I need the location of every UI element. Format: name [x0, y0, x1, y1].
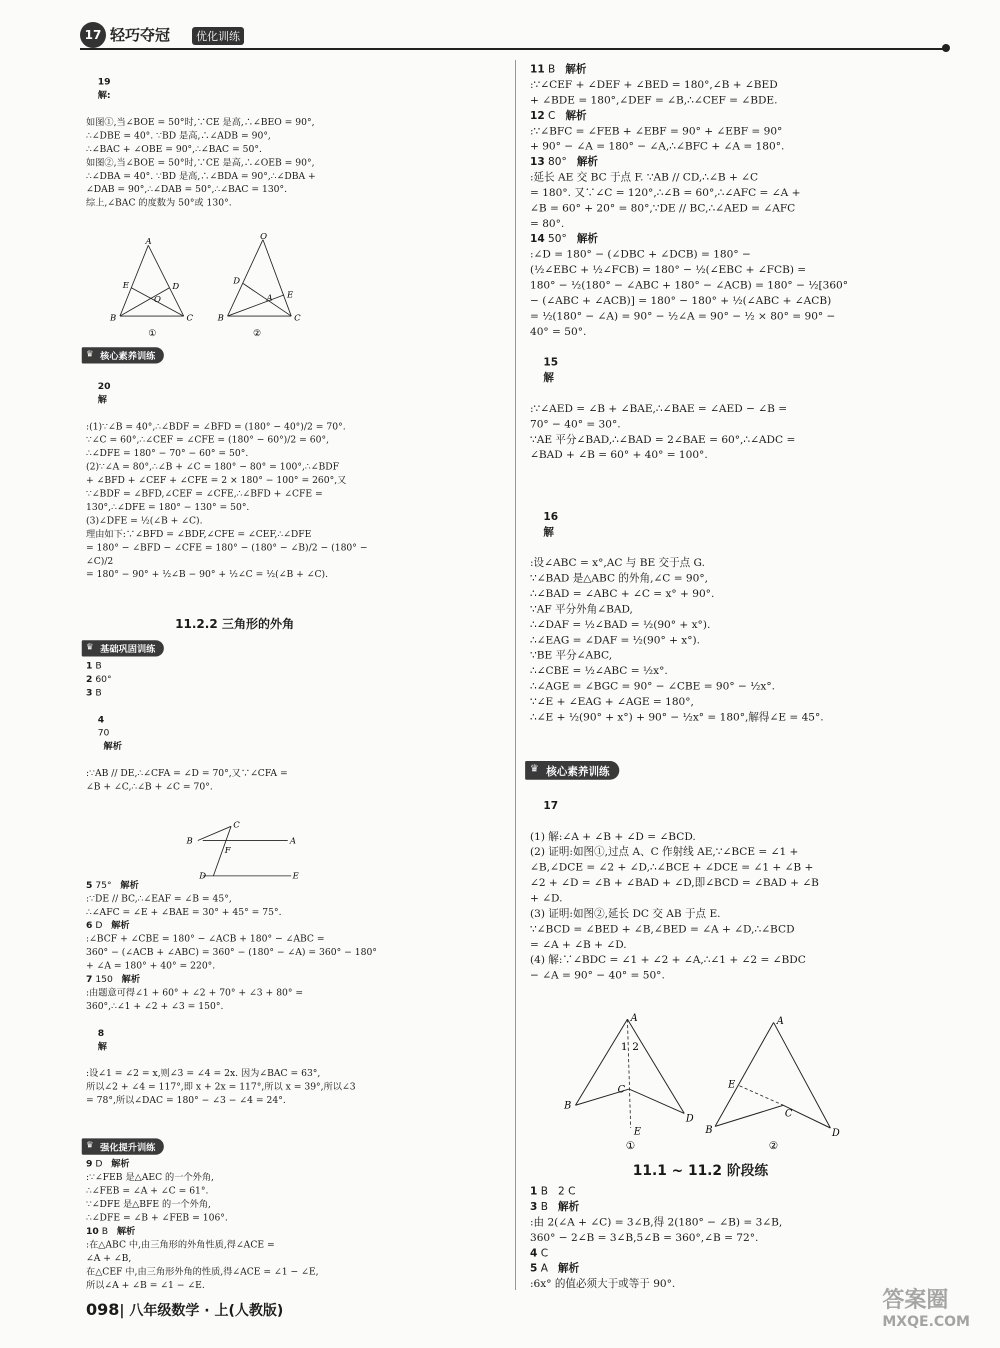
- item-number: 16: [543, 510, 559, 524]
- answer-line: :∵∠AED = ∠B + ∠BAE,∴∠BAE = ∠AED − ∠B =: [530, 402, 788, 416]
- answer-line: (3)∠DFE = ½(∠B + ∠C).: [86, 515, 203, 527]
- answer-line: :∵AB // DE,∴∠CFA = ∠D = 70°,又∵∠CFA =: [86, 768, 288, 779]
- answer-line: :∵∠BFC = ∠FEB + ∠EBF = 90° + ∠EBF = 90°: [530, 125, 783, 138]
- answer-line: ∵∠BAD 是△ABC 的外角,∠C = 90°,: [530, 572, 708, 585]
- answer-5: [86, 879, 383, 919]
- item-number: 8: [97, 1028, 105, 1039]
- item-answer: D: [95, 1158, 103, 1170]
- item-answer: 150: [95, 974, 113, 985]
- item-number: 14: [530, 233, 545, 246]
- fig17-1-label-b: B: [564, 1100, 572, 1112]
- section-bar-strong: [82, 1138, 164, 1154]
- brand-tag: 优化训练: [192, 27, 244, 45]
- item-number: 17: [543, 800, 559, 813]
- answer-line: + ∠A = 180° + 40° = 220°.: [86, 960, 216, 972]
- answer-20: [86, 366, 383, 608]
- fig17-2-label-b: B: [705, 1124, 713, 1136]
- answer-line: ∴∠EAG = ∠DAF = ½(90° + x°).: [530, 634, 700, 647]
- page-footer: 098| 八年级数学 · 上(人教版): [86, 1300, 284, 1319]
- answer-line: − ∠A = 90° − 40° = 50°.: [530, 969, 665, 982]
- answer-line: :∠D = 180° − (∠DBC + ∠DCB) = 180° −: [530, 248, 751, 261]
- answer-line: ∵AE 平分∠BAD,∴∠BAD = 2∠BAE = 60°,∴∠ADC =: [530, 433, 796, 447]
- fig17-1-angle-2: 2: [632, 1041, 640, 1054]
- figure-17-2: [704, 1016, 840, 1152]
- analysis-label: 解析: [103, 741, 122, 753]
- answer-line: (2) 证明:如图①,过点 A、C 作射线 AE,∵∠BCE = ∠1 +: [530, 846, 799, 859]
- fig19-2-label-e: E: [286, 290, 294, 301]
- answer-line: :延长 AE 交 BC 于点 F. ∵AB // CD,∴∠B + ∠C: [530, 171, 759, 184]
- answer-10: [86, 1225, 383, 1292]
- item-answer: 60°: [95, 674, 112, 685]
- figure-17-1: [563, 1013, 694, 1152]
- answer-line: ∠A + ∠B,: [86, 1253, 132, 1264]
- answer-line: ∠2 + ∠D = ∠B + ∠BAD + ∠D,即∠BCD = ∠BAD + ∠B: [530, 877, 819, 890]
- crown-icon: ♛: [86, 1139, 94, 1150]
- item-number: 5: [86, 880, 93, 891]
- watermark-main: 答案圈: [882, 1288, 949, 1313]
- answer-line: ∴∠BAC + ∠OBE = 90°,∴∠BAC = 50°.: [86, 144, 262, 155]
- answer-line: ∵AF 平分外角∠BAD,: [530, 603, 633, 616]
- answer-line: ∴∠FEB = ∠A + ∠C = 61°.: [86, 1185, 209, 1197]
- fig17-1-caption: ①: [625, 1140, 636, 1153]
- answer-17: [530, 783, 871, 1014]
- answer-line: ∴∠DBA = 40°. ∵BD 是高,∴∠BDA = 90°,∴∠DBA +: [86, 170, 316, 182]
- fig19-1-label-a: A: [145, 236, 152, 247]
- answer-line: = 180°. 又∵∠C = 120°,∴∠B = 60°,∴∠AFC = ∠A +: [530, 187, 801, 200]
- analysis-label: 解析: [116, 1226, 136, 1237]
- fig19-2-label-o: O: [260, 231, 268, 242]
- answer-line: ∴∠E + ½(90° + x°) + 90° − ½x° = 180°,解得∠E = 45°.: [530, 711, 824, 724]
- answer-label: 解: [543, 526, 554, 539]
- item-answer: B: [95, 660, 102, 672]
- watermark-sub: MXQE.COM: [882, 1314, 970, 1330]
- item-number: 2: [86, 674, 93, 685]
- answer-line: 所以∠2 + ∠4 = 117°,即 x + 2x = 117°,所以 x = 39°,所以∠3: [86, 1081, 356, 1093]
- section-title-stage: 11.1 ~ 11.2 阶段练: [632, 1162, 769, 1180]
- answer-line: :(1)∵∠B = 40°,∴∠BDF = ∠BFD = (180° − 40°)/2 = 70°.: [86, 421, 346, 433]
- item-answer: B: [540, 1185, 548, 1198]
- answer-line: ∠B,∠DCE = ∠2 + ∠D,∴∠BCE + ∠DCE = ∠1 + ∠B +: [530, 861, 814, 874]
- item-answer: 70: [97, 727, 110, 739]
- answer-line: 180° − ½(180° − ∠ABC + 180° − ∠ACB) = 180° − ½[360°: [530, 279, 849, 292]
- fig4-label-b: B: [186, 836, 193, 847]
- answer-2: [86, 673, 383, 686]
- answer-line: :∵DE // BC,∴∠EAF = ∠B = 45°,: [86, 893, 232, 905]
- answer-11: [530, 62, 871, 108]
- answer-line: :∵∠FEB 是△AEC 的一个外角,: [86, 1172, 214, 1184]
- answer-line: ∠BAD + ∠B = 60° + 40° = 100°.: [530, 449, 708, 462]
- fig19-2-label-b: B: [217, 313, 224, 324]
- section-title-11-2-2: 11.2.2 三角形的外角: [175, 617, 295, 632]
- fig17-1-label-a: A: [630, 1012, 638, 1024]
- answer-16: [530, 494, 871, 756]
- analysis-label: 解析: [576, 156, 598, 169]
- answer-line: + 90° − ∠A = 180° − ∠A,∴∠BFC + ∠A = 180°.: [530, 140, 785, 153]
- section-bar-label: 核心素养训练: [546, 765, 610, 779]
- answer-line: :6x° 的值必须大于或等于 90°.: [530, 1278, 676, 1291]
- item-number: 9: [86, 1158, 93, 1170]
- answer-line: ∵BE 平分∠ABC,: [530, 649, 613, 662]
- answer-line: (½∠EBC + ½∠FCB) = 180° − ½(∠EBC + ∠FCB) =: [530, 264, 807, 277]
- fig17-1-label-c: C: [617, 1084, 626, 1096]
- item-number: 13: [530, 156, 545, 169]
- fig4-label-f: F: [224, 846, 231, 857]
- answer-line: 130°,∴∠DFE = 180° − 130° = 50°.: [86, 502, 250, 513]
- answer-line: 40° = 50°.: [530, 325, 587, 339]
- answer-line: = 80°.: [530, 217, 565, 231]
- analysis-label: 解析: [111, 1158, 130, 1170]
- answer-5: [530, 1261, 871, 1292]
- fig17-1-label-d: D: [685, 1113, 694, 1125]
- item-number: 4: [530, 1247, 538, 1260]
- fig4-label-a: A: [289, 836, 296, 847]
- answer-line: :设∠ABC = x°,AC 与 BE 交于点 G.: [530, 557, 705, 570]
- answer-line: :∵∠CEF + ∠DEF + ∠BED = 180°,∠B + ∠BED: [530, 79, 778, 92]
- answer-12: [530, 108, 871, 154]
- figure-4: [86, 820, 383, 882]
- fig19-1-label-b: B: [110, 313, 117, 324]
- answer-line: ∴∠AGE = ∠BGC = 90° − ∠CBE = 90° − ½x°.: [530, 680, 775, 693]
- item-answer: C: [540, 1247, 549, 1260]
- crown-icon: ♛: [86, 641, 94, 652]
- answer-9: [86, 1158, 383, 1225]
- item-number: 7: [86, 974, 93, 985]
- fig19-2-caption: ②: [253, 327, 262, 339]
- answer-line: 70° − 40° = 30°.: [530, 418, 621, 431]
- watermark: [882, 1283, 970, 1330]
- item-number: 10: [86, 1226, 99, 1237]
- item-answer: 50°: [548, 233, 567, 246]
- figure-19-2: [217, 232, 301, 339]
- answer-line: + ∠D.: [530, 892, 563, 905]
- item-number: 15: [543, 356, 559, 369]
- fig19-2-label-a: A: [266, 293, 273, 304]
- answer-line: 所以∠A + ∠B = ∠1 − ∠E.: [86, 1279, 205, 1291]
- section-bar-core: [82, 347, 164, 363]
- answer-line: ∵∠DFE 是△BFE 的一个外角,: [86, 1199, 211, 1210]
- fig17-1-angle-1: 1: [620, 1041, 628, 1054]
- answer-6: [86, 919, 383, 973]
- item-answer: B: [548, 63, 556, 76]
- fig17-2-label-c: C: [784, 1108, 793, 1120]
- answer-line: :由 2(∠A + ∠C) = 3∠B,得 2(180° − ∠B) = 3∠B,: [530, 1216, 783, 1229]
- analysis-label: 解析: [558, 1262, 580, 1275]
- analysis-label: 解析: [121, 974, 141, 985]
- answer-line: 如图①,当∠BOE = 50°时,∵CE 是高,∴∠BEO = 90°,: [86, 117, 315, 128]
- answer-line: ∵∠C = 60°,∴∠CEF = ∠CFE = (180° − 60°)/2 = 60°,: [86, 434, 330, 446]
- answer-line: ∵∠BCD = ∠BED + ∠B,∠BED = ∠A + ∠D,∴∠BCD: [530, 923, 795, 936]
- item-answer: B: [101, 1226, 109, 1237]
- item-answer: C: [548, 109, 556, 123]
- item-answer: D: [95, 920, 103, 932]
- answer-line: − (∠ABC + ∠ACB)] = 180° − 180° + ½(∠ABC + ∠ACB): [530, 295, 832, 308]
- item-answer: 75°: [95, 880, 112, 891]
- figure-19: [86, 231, 383, 343]
- fig17-2-caption: ②: [768, 1140, 779, 1153]
- answer-line: 理由如下:∵∠BFD = ∠BDF,∠CFE = ∠CEF,∴∠DFE: [86, 529, 312, 540]
- section-bar-label: 强化提升训练: [100, 1142, 156, 1154]
- analysis-label: 解析: [576, 233, 598, 246]
- item-extra: 2 C: [558, 1185, 576, 1198]
- item-number: 5: [530, 1262, 538, 1275]
- answer-line: ∴∠DBE = 40°. ∵BD 是高,∴∠ADB = 90°,: [86, 130, 271, 142]
- answer-19: 19 解: 如图①,当∠BOE = 50°时,∵CE 是高,∴∠BEO = 90°, ∴∠DBE = 40°. ∵BD 是高,∴∠ADB = 90°, ∴∠BAC + ∠OBE = 90°,∴∠BAC = 50°. 如图②,当∠BOE = 50°时,∵CE 是高,∴∠OEB = 90°, ∴∠DBA = 40°. ∵BD 是高,∴∠BDA = 90°,∴∠DBA + ∠DAB = 90°,∴∠DAB = 50°,∴∠BAC = 130°. 综上,∠BAC 的度数为 50°或 130°.: [86, 62, 383, 237]
- answer-label: 解: [97, 90, 107, 101]
- item-answer: 80°: [548, 156, 567, 169]
- analysis-label: 解析: [111, 920, 130, 932]
- fig4-label-d: D: [199, 871, 207, 882]
- answer-line: = 180° − 90° + ½∠B − 90° + ½∠C = ½(∠B + ∠C).: [86, 569, 329, 581]
- answer-line: ∵∠E + ∠EAG + ∠AGE = 180°,: [530, 696, 694, 709]
- answer-line: = 180° − ∠BFD − ∠CFE = 180° − (180° − ∠B)/2 − (180° − ∠C)/2: [86, 542, 371, 567]
- section-bar-basic: [82, 640, 164, 656]
- fig17-2-label-d: D: [832, 1128, 840, 1140]
- answer-line: ∴∠DFE = 180° − 70° − 60° = 50°.: [86, 448, 249, 460]
- answer-line: = ½(180° − ∠A) = 90° − ½∠A = 90° − ½ × 80° = 90° −: [530, 310, 836, 323]
- left-column: [86, 62, 383, 1292]
- answer-4: [86, 700, 383, 821]
- fig19-2-label-d: D: [233, 276, 241, 287]
- answer-line: 如图②,当∠BOE = 50°时,∵CE 是高,∴∠OEB = 90°,: [86, 157, 315, 169]
- fig19-1-label-d: D: [172, 282, 180, 293]
- analysis-label: 解析: [120, 880, 139, 891]
- answer-14: [530, 232, 871, 340]
- answer-line: + ∠BFD + ∠CEF + ∠CFE = 2 × 180° − 100° = 260°,又: [86, 475, 347, 486]
- answer-13: [530, 155, 871, 232]
- fig17-2-label-e: E: [728, 1079, 736, 1091]
- section-bar-label: 基础巩固训练: [100, 644, 156, 656]
- answer-line: 在△CEF 中,由三角形外角的性质,得∠ACE = ∠1 − ∠E,: [86, 1266, 319, 1278]
- answer-line: (2)∵∠A = 80°,∴∠B + ∠C = 180° − 80° = 100°,∴∠BDF: [86, 461, 339, 473]
- item-number: 20: [97, 381, 111, 392]
- figure-17-svg: [530, 1014, 871, 1152]
- item-answer: B: [540, 1201, 548, 1214]
- figure-17: [530, 1014, 871, 1152]
- analysis-label: 解析: [558, 1201, 580, 1214]
- answer-4: [530, 1246, 871, 1261]
- answer-7: [86, 973, 383, 1013]
- fig19-1-label-c: C: [186, 313, 193, 324]
- fig4-label-e: E: [292, 871, 299, 882]
- item-number: 3: [86, 687, 93, 699]
- item-number: 3: [530, 1201, 538, 1214]
- analysis-label: 解析: [565, 109, 587, 123]
- fig19-1-caption: ①: [148, 327, 157, 339]
- answer-8: [86, 1013, 383, 1134]
- answer-line: ∵∠BDF = ∠BFD,∠CEF = ∠CFE,∴∠BFD + ∠CFE =: [86, 488, 323, 500]
- answer-line: ∠B = 60° + 20° = 80°,∵DE // BC,∴∠AED = ∠AFC: [530, 202, 796, 215]
- answer-label: 解: [97, 1041, 107, 1053]
- answer-line: ∴∠BAD = ∠ABC + ∠C = x° + 90°.: [530, 588, 715, 601]
- crown-icon: ♛: [86, 348, 94, 359]
- answer-3: [530, 1199, 871, 1245]
- fig19-1-label-e: E: [122, 280, 130, 291]
- answer-line: (4) 解:∵∠BDC = ∠1 + ∠2 + ∠A,∴∠1 + ∠2 = ∠BDC: [530, 954, 806, 967]
- item-number: 19: [97, 76, 111, 88]
- answer-label: 解: [543, 372, 554, 385]
- item-answer: B: [95, 687, 102, 699]
- item-number: 4: [97, 714, 105, 726]
- answer-line: = ∠A + ∠B + ∠D.: [530, 938, 627, 952]
- figure-4-svg: [86, 820, 299, 882]
- answer-line: :∠BCF + ∠CBE = 180° − ∠ACB + 180° − ∠ABC =: [86, 933, 325, 945]
- answer-line: = 78°,所以∠DAC = 180° − ∠3 − ∠4 = 24°.: [86, 1095, 286, 1106]
- answer-line: (1) 解:∠A + ∠B + ∠D = ∠BCD.: [530, 830, 696, 844]
- section-bar-core-2: [525, 761, 619, 780]
- fig17-2-label-a: A: [776, 1016, 784, 1028]
- item-answer: A: [540, 1262, 548, 1275]
- item-number: 6: [86, 920, 93, 932]
- answer-line: + ∠BDE = 180°,∠DEF = ∠B,∴∠CEF = ∠BDE.: [530, 94, 778, 107]
- answer-line: ∠DAB = 90°,∴∠DAB = 50°,∴∠BAC = 130°.: [86, 184, 288, 196]
- item-number: 1: [530, 1185, 538, 1198]
- right-column: [530, 62, 871, 1292]
- item-number: 12: [530, 109, 545, 123]
- item-number: 11: [530, 63, 545, 76]
- answer-line: ∠B + ∠C,∴∠B + ∠C = 70°.: [86, 781, 213, 793]
- brand-name: 轻巧夺冠: [110, 26, 171, 44]
- item-number: 1: [86, 660, 93, 672]
- answer-line: (3) 证明:如图②,延长 DC 交 AB 于点 E.: [530, 907, 721, 921]
- answer-line: 综上,∠BAC 的度数为 50°或 130°.: [86, 197, 232, 209]
- page-number: 098: [86, 1300, 120, 1319]
- answer-line: ∴∠AFC = ∠E + ∠BAE = 30° + 45° = 75°.: [86, 907, 282, 918]
- answer-15: [530, 340, 871, 494]
- answer-line: :在△ABC 中,由三角形的外角性质,得∠ACE =: [86, 1239, 275, 1251]
- answer-line: 360° − 2∠B = 3∠B,5∠B = 360°,∠B = 72°.: [530, 1231, 759, 1245]
- fig19-2-label-c: C: [294, 313, 301, 324]
- analysis-label: 解析: [565, 63, 587, 76]
- answer-label: 解: [97, 394, 107, 406]
- figure-19-1: [109, 237, 193, 339]
- answer-line: :由题意可得∠1 + 60° + ∠2 + 70° + ∠3 + 80° =: [86, 987, 304, 999]
- fig4-label-c: C: [233, 820, 240, 831]
- fig19-1-label-o: O: [153, 294, 161, 305]
- fig17-1-label-e: E: [633, 1126, 642, 1138]
- answer-line: ∴∠DAF = ½∠BAD = ½(90° + x°).: [530, 618, 711, 632]
- answer-line: 360°,∴∠1 + ∠2 + ∠3 = 150°.: [86, 1001, 224, 1012]
- crown-icon: ♛: [530, 762, 539, 775]
- answer-line: ∴∠DFE = ∠B + ∠FEB = 106°.: [86, 1212, 228, 1224]
- answer-1: [86, 659, 383, 672]
- header-rule: [80, 48, 945, 50]
- footer-text: 八年级数学 · 上(人教版): [129, 1303, 284, 1319]
- page-header: [80, 22, 950, 52]
- answer-1: [530, 1184, 871, 1199]
- section-bar-label: 核心素养训练: [100, 351, 156, 363]
- answer-3: [86, 686, 383, 699]
- answer-line: ∴∠CBE = ½∠ABC = ½x°.: [530, 665, 668, 678]
- answer-line: 360° − (∠ACB + ∠ABC) = 360° − (180° − ∠A) = 360° − 180°: [86, 947, 377, 958]
- header-dot-icon: [942, 44, 950, 52]
- column-divider: [515, 60, 516, 1290]
- answer-line: :设∠1 = ∠2 = x,则∠3 = ∠4 = 2x. 因为∠BAC = 63°,: [86, 1068, 321, 1079]
- brand-logo-icon: 17: [80, 22, 106, 48]
- figure-19-svg: [86, 231, 301, 343]
